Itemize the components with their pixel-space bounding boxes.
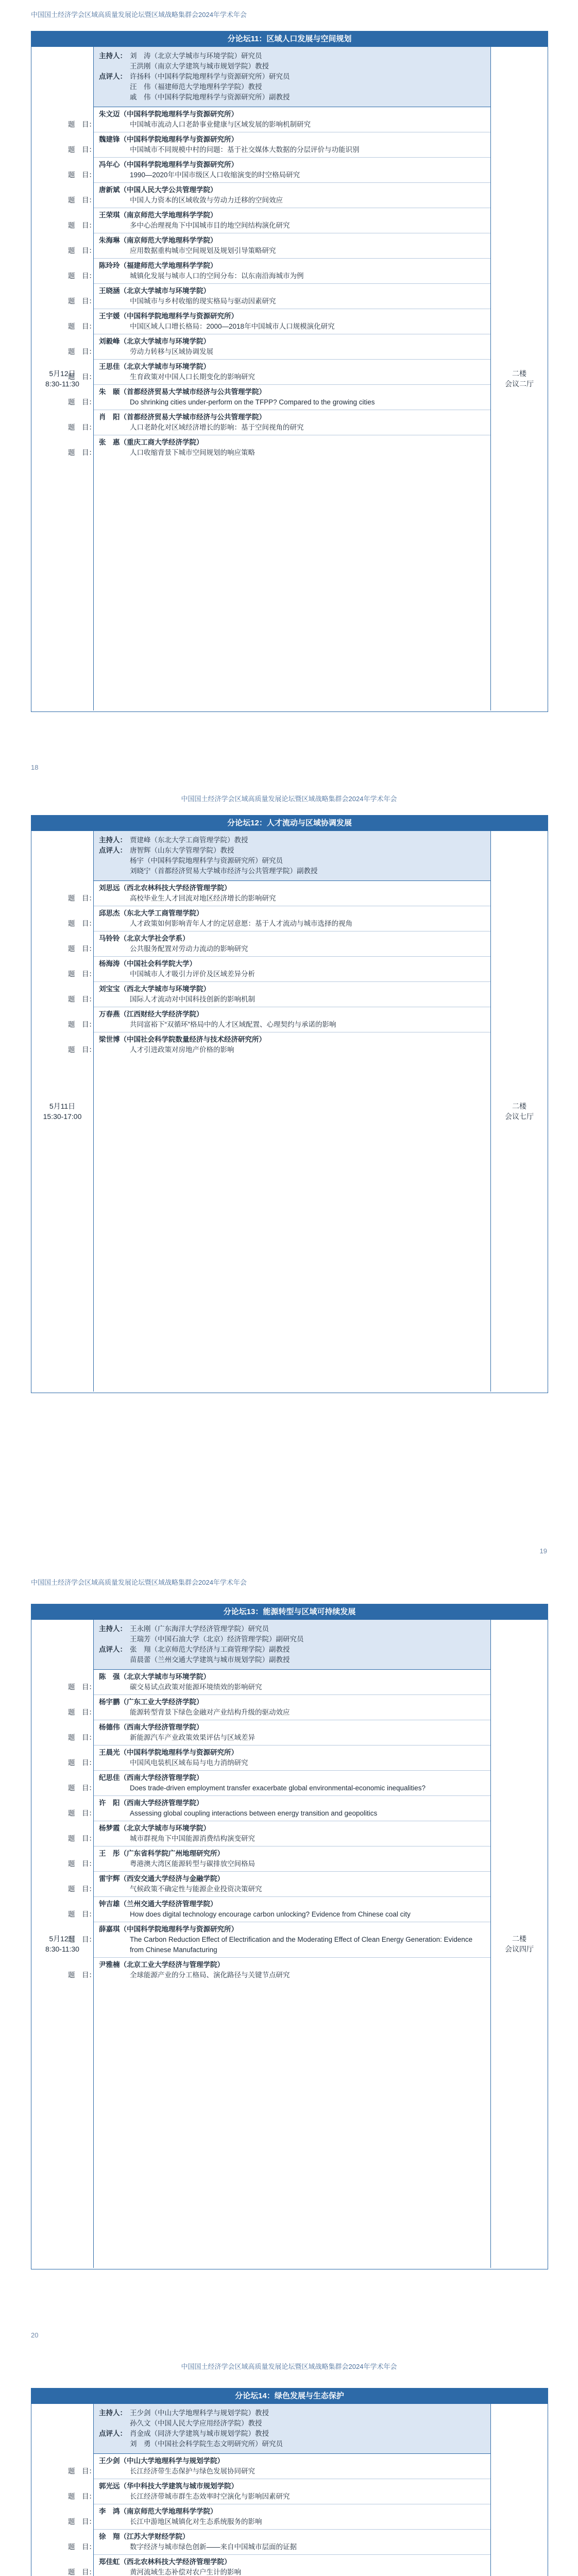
talk-title-row bbox=[68, 2517, 485, 2527]
talk-title-label: 题 目： bbox=[68, 146, 96, 154]
discussant-label: 点评人： bbox=[99, 1646, 127, 1654]
session-title: 分论坛14：绿色发展与生态保护 bbox=[31, 2388, 548, 2404]
talk-title-row bbox=[68, 1834, 485, 1844]
session-table bbox=[31, 815, 548, 1393]
talk-item bbox=[68, 107, 490, 132]
talk-speaker: 李 鸿（南京师范大学地理科学学院） bbox=[99, 2507, 217, 2515]
talk-item bbox=[68, 208, 490, 233]
talk-title-label: 题 目： bbox=[68, 121, 96, 128]
session-main bbox=[68, 47, 491, 710]
talk-title-row bbox=[68, 2567, 485, 2576]
talk-speaker: 郑佳虹（西北农林科技大学经济管理学院） bbox=[99, 2557, 231, 2566]
session-body bbox=[31, 2404, 548, 2576]
session-body bbox=[31, 831, 548, 1392]
host-name: 王少剑（中山大学地理科学与规划学院）教授 bbox=[130, 2409, 269, 2417]
talk-title-label: 题 目： bbox=[68, 222, 96, 229]
session-room bbox=[491, 1620, 548, 2268]
talk-title-row bbox=[68, 1682, 485, 1692]
host-row bbox=[99, 835, 485, 845]
talk-speaker: 王思佳（北京大学城市与环境学院） bbox=[99, 363, 210, 370]
talk-title-label: 题 目： bbox=[68, 1971, 96, 1979]
session-hosts-block bbox=[94, 47, 490, 107]
talk-title-label: 题 目： bbox=[68, 1683, 96, 1691]
talk-title-row bbox=[68, 1045, 485, 1055]
talk-title-label: 题 目： bbox=[68, 1936, 96, 1944]
talk-speaker: 冯年心（中国科学院地理科学与资源研究所） bbox=[99, 161, 238, 168]
talk-title-label: 题 目： bbox=[68, 1734, 96, 1742]
talk-title-row bbox=[68, 1707, 485, 1718]
talk-title: 全球能源产业的分工格局、演化路径与关键节点研究 bbox=[130, 1971, 290, 1979]
talk-title: 中国城市不同规模中村的问题：基于社交媒体大数据的分层评价与功能识别 bbox=[130, 146, 360, 154]
talk-title: 中国风电装机区域布局与电力消纳研究 bbox=[130, 1759, 248, 1767]
talk-speaker: 陈玲玲（福建师范大学地理科学学院） bbox=[99, 262, 217, 269]
talk-item bbox=[68, 1821, 490, 1846]
talk-title: 长江经济带生态保护与绿色发展协同研究 bbox=[130, 2467, 255, 2475]
room-floor: 二楼 bbox=[512, 369, 526, 378]
talk-title-row bbox=[68, 372, 485, 382]
talk-speaker: 杨海涛（中国社会科学院大学） bbox=[99, 959, 196, 968]
talk-title-row bbox=[68, 1020, 485, 1030]
talk-title-row bbox=[68, 145, 485, 155]
talk-item bbox=[68, 233, 490, 259]
session-main bbox=[68, 1620, 491, 2268]
discussant-row bbox=[99, 1645, 485, 1655]
talk-title-label: 题 目： bbox=[68, 1910, 96, 1919]
talk-speaker: 朱文迈（中国科学院地理科学与资源研究所） bbox=[99, 110, 238, 118]
talk-title: 中国人力资本的区域收敛与劳动力迁移的空间效应 bbox=[130, 196, 283, 204]
talk-title-label: 题 目： bbox=[68, 196, 96, 204]
page-header: 中国国土经济学会区域高质量发展论坛暨区域战略集群会2024年学术年会 bbox=[181, 2362, 397, 2370]
session-body bbox=[31, 1620, 548, 2268]
talk-title-label: 题 目： bbox=[68, 323, 96, 330]
talk-title-label: 题 目： bbox=[68, 1784, 96, 1792]
talk-title-label: 题 目： bbox=[68, 1708, 96, 1717]
talk-speaker: 肖 阳（首都经济贸易大学城市经济与公共管理学院） bbox=[99, 413, 266, 421]
talk-item bbox=[68, 931, 490, 957]
talk-title-label: 题 目： bbox=[68, 297, 96, 305]
talk-title-row bbox=[68, 246, 485, 256]
talk-title-label: 题 目： bbox=[68, 272, 96, 280]
talk-item bbox=[68, 385, 490, 410]
talk-title: 中国城市流动人口老龄事业健康与区域发展的影响机制研究 bbox=[130, 121, 311, 128]
talk-title: 1990—2020年中国市级区人口收缩演变的时空格局研究 bbox=[130, 171, 300, 179]
session-date: 5月11日 bbox=[49, 1101, 76, 1110]
session-table bbox=[31, 31, 548, 712]
talk-title: 中国城市人才吸引力评价及区域差异分析 bbox=[130, 970, 255, 978]
talk-title-label: 题 目： bbox=[68, 1020, 96, 1028]
discussant-row bbox=[99, 2429, 485, 2439]
talk-title: 人口老龄化对区域经济增长的影响：基于空间视角的研究 bbox=[130, 423, 304, 431]
talk-title-label: 题 目： bbox=[68, 171, 96, 179]
talk-speaker: 钟吉雄（兰州交通大学经济管理学院） bbox=[99, 1900, 217, 1908]
talk-item bbox=[68, 1897, 490, 1922]
talk-title-row bbox=[68, 271, 485, 281]
talk-item bbox=[68, 1922, 490, 1958]
talk-title-label: 题 目： bbox=[68, 1835, 96, 1843]
talk-title: 长江中游地区城镇化对生态系统服务的影响 bbox=[130, 2517, 262, 2526]
talk-title: 国际人才流动对中国科技创新的影响机制 bbox=[130, 995, 255, 1003]
talk-title: 黄河流域生态补偿对农户生计的影响 bbox=[130, 2568, 241, 2576]
talk-title-label: 题 目： bbox=[68, 995, 96, 1003]
discussant-row bbox=[99, 1655, 485, 1665]
talk-speaker: 马铃铃（北京大学社会学系） bbox=[99, 934, 190, 942]
host-name: 王洪刚（南京大学建筑与城市规划学院）教授 bbox=[130, 62, 269, 70]
talk-title: 新能源汽车产业政策效果评估与区域差异 bbox=[130, 1734, 255, 1742]
talk-speaker: 王晨光（中国科学院地理科学与资源研究所） bbox=[99, 1749, 238, 1757]
talk-title: 公共服务配置对劳动力流动的影响研究 bbox=[130, 944, 248, 953]
host-label: 主持人： bbox=[99, 836, 127, 844]
talk-speaker: 王宇媛（中国科学院地理科学与资源研究所） bbox=[99, 312, 238, 320]
talk-speaker: 徐 翔（江苏大学财经学院） bbox=[99, 2532, 190, 2540]
discussant-label: 点评人： bbox=[99, 846, 127, 854]
room-floor: 二楼 bbox=[512, 1101, 526, 1110]
talk-speaker: 王晓涵（北京大学城市与环境学院） bbox=[99, 287, 210, 295]
talk-title: 中国城市与乡村收缩的现实格局与驱动因素研究 bbox=[130, 297, 276, 305]
discussant-name: 汪 伟（福建师范大学地理科学学院）教授 bbox=[130, 83, 262, 91]
talk-title-label: 题 目： bbox=[68, 247, 96, 255]
page-number: 18 bbox=[31, 763, 39, 771]
talk-title-label: 题 目： bbox=[68, 423, 96, 431]
talk-title: The Carbon Reduction Effect of Electrification and the Moderating Effect of Clean Energy Generation: Evidence from Chinese Manufacturing bbox=[130, 1936, 473, 1954]
talk-speaker: 张 惠（重庆工商大学经济学院） bbox=[99, 438, 203, 446]
discussant-name: 刘晓宁（首都经济贸易大学城市经济与公共管理学院）副教授 bbox=[130, 867, 318, 875]
talk-title: 人口收缩背景下城市空间规划的响应策略 bbox=[130, 449, 255, 456]
talk-item bbox=[68, 906, 490, 931]
discussant-name: 刘 勇（中国社会科学院生态文明研究所）研究员 bbox=[130, 2439, 283, 2448]
session-time-wrap bbox=[43, 1101, 82, 1122]
talk-title: Does trade-driven employment transfer exacerbate global environmental-economic inequalities? bbox=[130, 1784, 426, 1792]
talk-speaker: 雷宇辉（西安交通大学经济与金融学院） bbox=[99, 1875, 224, 1883]
talk-speaker: 杨梦霞（北京大学城市与环境学院） bbox=[99, 1824, 210, 1833]
talk-title-row bbox=[68, 397, 485, 408]
talk-item bbox=[68, 982, 490, 1007]
talk-speaker: 王少剑（中山大学地理科学与规划学院） bbox=[99, 2456, 224, 2465]
talk-title-row bbox=[68, 1733, 485, 1743]
session-room bbox=[491, 47, 548, 710]
host-row bbox=[99, 1634, 485, 1645]
talk-title: 劳动力转移与区域协调发展 bbox=[130, 348, 213, 355]
talk-title: 碳交易试点政策对能源环境绩效的影响研究 bbox=[130, 1683, 262, 1691]
page-header: 中国国土经济学会区域高质量发展论坛暨区域战略集群会2024年学术年会 bbox=[31, 11, 247, 19]
talk-title-row bbox=[68, 969, 485, 979]
talk-speaker: 尹雅楠（北京工业大学经济与管理学院） bbox=[99, 1961, 224, 1969]
talk-title: 生育政策对中国人口长期变化的影响研究 bbox=[130, 373, 255, 381]
session-hours: 15:30-17:00 bbox=[43, 1112, 82, 1121]
session-table bbox=[31, 2388, 548, 2576]
talk-title-label: 题 目： bbox=[68, 1045, 96, 1054]
talk-title-row bbox=[68, 296, 485, 307]
session-hours: 8:30-11:30 bbox=[45, 1945, 79, 1954]
session-hosts-block bbox=[94, 1620, 490, 1670]
talk-title: 粤港澳大湾区能源转型与碳排放空间格局 bbox=[130, 1860, 255, 1868]
talk-item bbox=[68, 435, 490, 460]
talk-item bbox=[68, 1670, 490, 1695]
talk-title-row bbox=[68, 944, 485, 954]
talk-speaker: 梁世博（中国社会科学院数量经济与技术经济研究所） bbox=[99, 1035, 266, 1043]
talk-speaker: 郭光远（华中科技大学建筑与城市规划学院） bbox=[99, 2482, 238, 2490]
host-row bbox=[99, 61, 485, 72]
talk-title-row bbox=[68, 1970, 485, 1980]
room-floor: 二楼 bbox=[512, 1935, 526, 1943]
talk-item bbox=[68, 1007, 490, 1032]
talk-title-label: 题 目： bbox=[68, 2492, 96, 2500]
talk-item bbox=[68, 132, 490, 158]
talk-speaker: 邱思杰（东北大学工商管理学院） bbox=[99, 909, 203, 917]
page-number: 19 bbox=[539, 1547, 547, 1555]
session-room bbox=[491, 2404, 548, 2576]
talk-title-label: 题 目： bbox=[68, 1860, 96, 1868]
talk-title-row bbox=[68, 170, 485, 180]
session-hosts-block bbox=[94, 831, 490, 881]
talk-title-row bbox=[68, 1909, 485, 1920]
talk-speaker: 刘思远（西北农林科技大学经济管理学院） bbox=[99, 884, 231, 892]
talk-title: 气候政策不确定性与能源企业投资决策研究 bbox=[130, 1885, 262, 1893]
host-label: 主持人： bbox=[99, 52, 127, 60]
talk-title: 中国区域人口增长格局：2000—2018年中国城市人口规模演化研究 bbox=[130, 323, 335, 330]
talk-title: 共同富裕下“双循环”格局中的人才区域配置、心理契约与承诺的影响 bbox=[130, 1020, 336, 1028]
talk-speaker: 薛嘉琪（中国科学院地理科学与资源研究所） bbox=[99, 1925, 238, 1934]
talk-item bbox=[68, 957, 490, 982]
talk-title-row bbox=[68, 893, 485, 904]
talk-item bbox=[68, 1695, 490, 1720]
talk-title-label: 题 目： bbox=[68, 944, 96, 953]
talk-speaker: 朱海琳（南京师范大学地理科学学院） bbox=[99, 236, 217, 244]
talk-item bbox=[68, 881, 490, 906]
page-number: 20 bbox=[31, 2331, 39, 2339]
talk-title-row bbox=[68, 1758, 485, 1768]
page-header: 中国国土经济学会区域高质量发展论坛暨区域战略集群会2024年学术年会 bbox=[181, 794, 397, 803]
talk-title-row bbox=[68, 919, 485, 929]
session-time bbox=[31, 831, 94, 1392]
talk-title-label: 题 目： bbox=[68, 449, 96, 456]
session-room bbox=[491, 831, 548, 1392]
room-name: 会议四厅 bbox=[505, 1945, 534, 1954]
discussant-name: 唐智辉（山东大学管理学院）教授 bbox=[130, 846, 234, 854]
talk-item bbox=[68, 1745, 490, 1771]
talk-item bbox=[68, 334, 490, 360]
talk-title-row bbox=[68, 422, 485, 433]
talk-speaker: 魏建锋（中国科学院地理科学与资源研究所） bbox=[99, 135, 238, 143]
talk-speaker: 王荣琪（南京师范大学地理科学学院） bbox=[99, 211, 217, 219]
host-label: 主持人： bbox=[99, 2409, 127, 2417]
talk-speaker: 刘宝宝（西北大学城市与环境学院） bbox=[99, 985, 210, 993]
talk-speaker: 唐新斌（中国人民大学公共管理学院） bbox=[99, 186, 217, 194]
talk-title-label: 题 目： bbox=[68, 348, 96, 355]
session-room-wrap bbox=[505, 1934, 534, 1954]
session-title: 分论坛12：人才流动与区域协调发展 bbox=[31, 816, 548, 831]
talk-item bbox=[68, 309, 490, 334]
session-room-wrap bbox=[505, 368, 534, 389]
talk-title-row bbox=[68, 347, 485, 357]
discussant-label: 点评人： bbox=[99, 73, 127, 80]
talk-item bbox=[68, 2454, 490, 2479]
talk-title-label: 题 目： bbox=[68, 919, 96, 927]
talk-title-row bbox=[68, 448, 485, 458]
talk-item bbox=[68, 2479, 490, 2504]
talk-title: 人才政策如何影响青年人才的定居意愿：基于人才流动与城市选择的视角 bbox=[130, 919, 352, 927]
talk-title: 城市群视角下中国能源消费结构演变研究 bbox=[130, 1835, 255, 1843]
host-row bbox=[99, 2418, 485, 2429]
session-body bbox=[31, 47, 548, 710]
talk-item bbox=[68, 158, 490, 183]
talk-item bbox=[68, 259, 490, 284]
talk-title-row bbox=[68, 2492, 485, 2502]
talk-item bbox=[68, 1796, 490, 1821]
session-date: 5月12日 bbox=[49, 369, 76, 378]
host-name: 王永刚（广东海洋大学经济管理学院）研究员 bbox=[130, 1625, 269, 1633]
discussant-row bbox=[99, 856, 485, 866]
discussant-row bbox=[99, 72, 485, 82]
talk-title-row bbox=[68, 1859, 485, 1869]
session-hours: 8:30-11:30 bbox=[45, 380, 79, 388]
host-row bbox=[99, 51, 485, 61]
talk-title-label: 题 目： bbox=[68, 398, 96, 406]
room-name: 会议二厅 bbox=[505, 380, 534, 388]
talk-title-row bbox=[68, 1935, 485, 1955]
discussant-row bbox=[99, 92, 485, 103]
talk-title-row bbox=[68, 2466, 485, 2477]
talk-speaker: 刘毅峰（北京大学城市与环境学院） bbox=[99, 337, 210, 345]
host-name: 贾建峰（东北大学工商管理学院）教授 bbox=[130, 836, 248, 844]
talk-title: 数字经济与城市绿色创新——来自中国城市层面的证据 bbox=[130, 2543, 297, 2551]
host-row bbox=[99, 2408, 485, 2418]
talk-item bbox=[68, 183, 490, 208]
session-main bbox=[68, 2404, 491, 2576]
talk-title-row bbox=[68, 2542, 485, 2552]
session-main bbox=[68, 831, 491, 1392]
talk-item bbox=[68, 2504, 490, 2530]
talk-title: How does digital technology encourage carbon unlocking? Evidence from Chinese coal city bbox=[130, 1910, 411, 1919]
talk-speaker: 万春燕（江西财经大学经济学院） bbox=[99, 1010, 203, 1018]
talk-title-label: 题 目： bbox=[68, 1759, 96, 1767]
talk-title-row bbox=[68, 221, 485, 231]
talk-item bbox=[68, 284, 490, 309]
talk-title-row bbox=[68, 1884, 485, 1894]
talk-title: 城镇化发展与城市人口的空间分布：以东南沿海城市为例 bbox=[130, 272, 304, 280]
talk-item bbox=[68, 2555, 490, 2576]
talk-item bbox=[68, 410, 490, 435]
talk-title: Do shrinking cities under-perform on the TFPP? Compared to the growing cities bbox=[130, 398, 375, 406]
talk-title-label: 题 目： bbox=[68, 1885, 96, 1893]
discussant-label: 点评人： bbox=[99, 2429, 127, 2437]
room-name: 会议七厅 bbox=[505, 1112, 534, 1121]
talk-speaker: 杨德伟（西南大学经济管理学院） bbox=[99, 1723, 203, 1732]
discussant-row bbox=[99, 866, 485, 876]
discussant-row bbox=[99, 2439, 485, 2449]
page-header: 中国国土经济学会区域高质量发展论坛暨区域战略集群会2024年学术年会 bbox=[31, 1579, 247, 1587]
session-date: 5月12日 bbox=[49, 1935, 76, 1943]
talk-title-row bbox=[68, 321, 485, 332]
talk-item bbox=[68, 1958, 490, 1982]
talk-title-label: 题 目： bbox=[68, 2467, 96, 2475]
discussant-name: 杨宇（中国科学院地理科学与资源研究所）研究员 bbox=[130, 856, 283, 865]
discussant-row bbox=[99, 845, 485, 856]
talk-title: 应用数据重构城市空间规划及规划引导策略研究 bbox=[130, 247, 276, 255]
talk-title: 长江经济带城市群生态效率时空演化与影响因素研究 bbox=[130, 2492, 290, 2500]
host-name: 王瑞芳（中国石油大学（北京）经济管理学院）副研究员 bbox=[130, 1635, 304, 1643]
session-room-wrap bbox=[505, 1101, 534, 1122]
talk-speaker: 纪思佳（西南大学经济管理学院） bbox=[99, 1774, 203, 1782]
session-table bbox=[31, 1604, 548, 2269]
talk-item bbox=[68, 2530, 490, 2555]
talk-title-row bbox=[68, 994, 485, 1005]
talk-item bbox=[68, 1032, 490, 1057]
discussant-name: 张 翔（北京师范大学经济与工商管理学院）副教授 bbox=[130, 1646, 290, 1654]
talk-title-row bbox=[68, 120, 485, 130]
talk-title-row bbox=[68, 195, 485, 206]
talk-speaker: 朱 颐（首都经济贸易大学城市经济与公共管理学院） bbox=[99, 388, 266, 396]
talk-item bbox=[68, 360, 490, 385]
discussant-name: 戚 伟（中国科学院地理科学与资源研究所）副教授 bbox=[130, 93, 290, 101]
talk-item bbox=[68, 1872, 490, 1897]
talk-title: 多中心治理视角下中国城市目的地空间结构演化研究 bbox=[130, 222, 290, 229]
talk-title-label: 题 目： bbox=[68, 894, 96, 902]
talk-speaker: 陈 强（北京大学城市与环境学院） bbox=[99, 1673, 210, 1681]
host-name: 刘 涛（北京大学城市与环境学院）研究员 bbox=[130, 52, 262, 60]
talk-speaker: 王 彤（广东省科学院广州地理研究所） bbox=[99, 1850, 224, 1858]
talk-title: 高校毕业生人才回流对地区经济增长的影响研究 bbox=[130, 894, 276, 902]
discussant-row bbox=[99, 82, 485, 92]
talk-title-row bbox=[68, 1808, 485, 1819]
session-hosts-block bbox=[94, 2404, 490, 2454]
talk-item bbox=[68, 1846, 490, 1872]
talk-item bbox=[68, 1771, 490, 1796]
talk-speaker: 许 阳（西南大学经济管理学院） bbox=[99, 1799, 203, 1807]
discussant-name: 肖金成（同济大学建筑与城市规划学院）教授 bbox=[130, 2429, 269, 2437]
talk-title-label: 题 目： bbox=[68, 2543, 96, 2551]
talk-title-label: 题 目： bbox=[68, 2568, 96, 2576]
talk-title-label: 题 目： bbox=[68, 1809, 96, 1818]
host-label: 主持人： bbox=[99, 1625, 127, 1633]
discussant-name: 许扬科（中国科学院地理科学与资源研究所）研究员 bbox=[130, 73, 290, 80]
talk-title: 能源转型背景下绿色金融对产业结构升级的驱动效应 bbox=[130, 1708, 290, 1717]
session-title: 分论坛11：区域人口发展与空间规划 bbox=[31, 31, 548, 47]
talk-title: Assessing global coupling interactions between energy transition and geopolitics bbox=[130, 1809, 378, 1818]
talk-title-label: 题 目： bbox=[68, 2517, 96, 2526]
talk-title-label: 题 目： bbox=[68, 970, 96, 978]
discussant-name: 苗晨蕾（兰州交通大学建筑与城市规划学院）副教授 bbox=[130, 1656, 290, 1664]
talk-item bbox=[68, 1720, 490, 1745]
talk-title-label: 题 目： bbox=[68, 373, 96, 381]
session-title: 分论坛13：能源转型与区域可持续发展 bbox=[31, 1604, 548, 1620]
host-name: 孙久文（中国人民大学应用经济学院）教授 bbox=[130, 2419, 262, 2427]
talk-title-row bbox=[68, 1783, 485, 1793]
talk-title: 人才引进政策对房地产价格的影响 bbox=[130, 1045, 234, 1054]
host-row bbox=[99, 1624, 485, 1634]
talk-speaker: 杨宇鹏（广东工业大学经济学院） bbox=[99, 1698, 203, 1706]
